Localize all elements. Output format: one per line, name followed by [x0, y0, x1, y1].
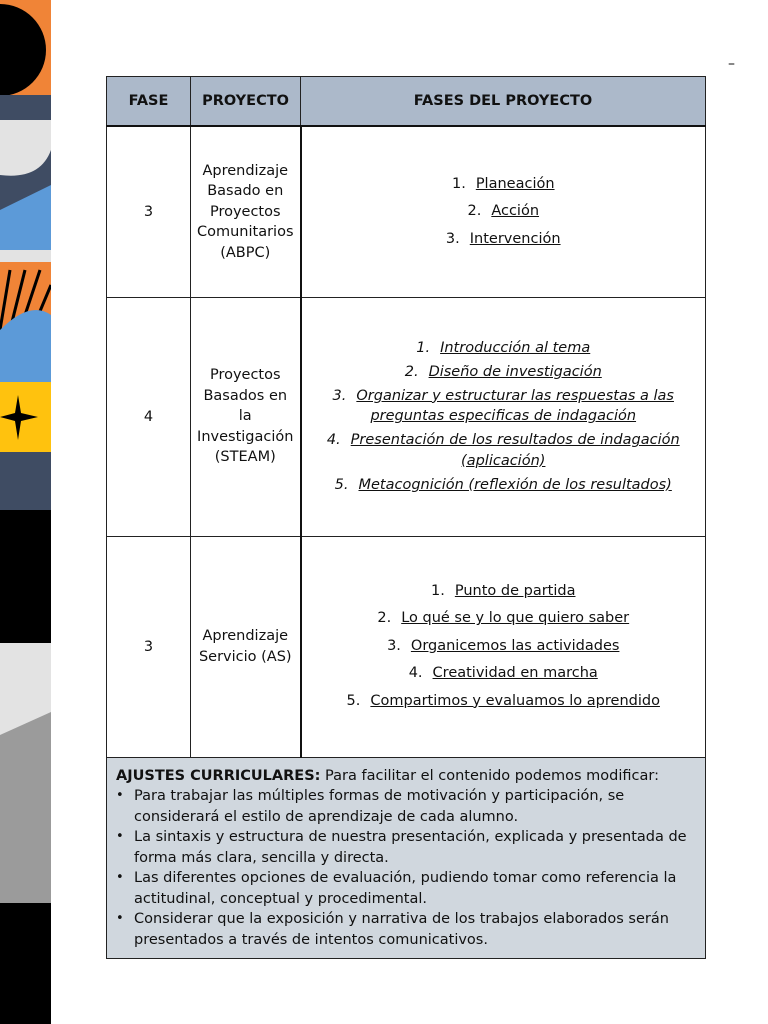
phase-item: 2. Diseño de investigación	[404, 363, 602, 380]
proyecto-cell	[191, 536, 301, 757]
page-dash: –	[728, 56, 735, 72]
proyecto-cell	[191, 297, 301, 536]
header-fase: FASE	[107, 77, 191, 127]
table-row	[107, 297, 706, 536]
fase-cell: 3	[107, 126, 191, 297]
proyecto-label: Proyectos Basados en la Investigación (STEAM)	[197, 367, 294, 466]
phase-item: 2. Acción	[467, 203, 540, 219]
phase-item: 1. Introducción al tema	[416, 339, 591, 356]
phase-item: 3. Intervención	[445, 230, 561, 247]
table-row	[107, 536, 706, 757]
phase-item: 5. Metacognición (reflexión de los resultados)	[334, 476, 672, 493]
decorative-side-strip	[0, 0, 51, 1024]
fase-cell: 4	[107, 297, 191, 536]
fase-cell: 3	[107, 536, 191, 757]
ajustes-list	[116, 786, 697, 950]
phases-list	[302, 171, 706, 254]
phases-list	[316, 338, 692, 496]
ajustes-curriculares	[107, 757, 706, 959]
ajustes-title: AJUSTES CURRICULARES:	[116, 767, 321, 784]
phase-item: 1. Punto de partida	[431, 582, 576, 599]
list-item: • Considerar que la exposición y narrativa de los trabajos elaborados serán presentados a través de intentos comunicativos.	[116, 909, 697, 950]
phase-item: 4. Creatividad en marcha	[408, 665, 598, 682]
project-phases-table	[106, 76, 706, 959]
proyecto-label: Aprendizaje Basado en Proyectos Comunitarios (ABPC)	[196, 162, 294, 261]
ajustes-intro: AJUSTES CURRICULARES: Para facilitar el contenido podemos modificar:	[116, 767, 659, 784]
proyecto-label: Aprendizaje Servicio (AS)	[198, 628, 292, 665]
phases-cell	[301, 297, 706, 536]
phase-item: 4. Presentación de los resultados de indagación (aplicación)	[326, 432, 680, 469]
header-proyecto: PROYECTO	[191, 77, 301, 127]
proyecto-cell	[191, 126, 301, 297]
list-item: • Las diferentes opciones de evaluación, pudiendo tomar como referencia la actitudinal, conceptual y procedimental.	[116, 868, 697, 909]
phase-item: 3. Organicemos las actividades	[387, 637, 620, 654]
phase-item: 3. Organizar y estructurar las respuestas a las preguntas especificas de indagación	[332, 387, 674, 425]
table-row	[107, 126, 706, 297]
list-item: • La sintaxis y estructura de nuestra presentación, explicada y presentada de forma más clara, sencilla y directa.	[116, 827, 697, 868]
phase-item: 2. Lo qué se y lo que quiero saber	[377, 610, 630, 627]
header-fases-del-proyecto: FASES DEL PROYECTO	[301, 77, 706, 127]
ajustes-row	[107, 757, 706, 959]
table-header-row	[107, 77, 706, 127]
phases-cell	[301, 126, 706, 297]
phases-list	[302, 578, 706, 716]
phases-cell	[301, 536, 706, 757]
phase-item: 5. Compartimos y evaluamos lo aprendido	[346, 692, 660, 709]
phase-item: 1. Planeación	[451, 175, 555, 192]
list-item: • Para trabajar las múltiples formas de motivación y participación, se considerará el estilo de aprendizaje de cada alumno.	[116, 786, 697, 827]
